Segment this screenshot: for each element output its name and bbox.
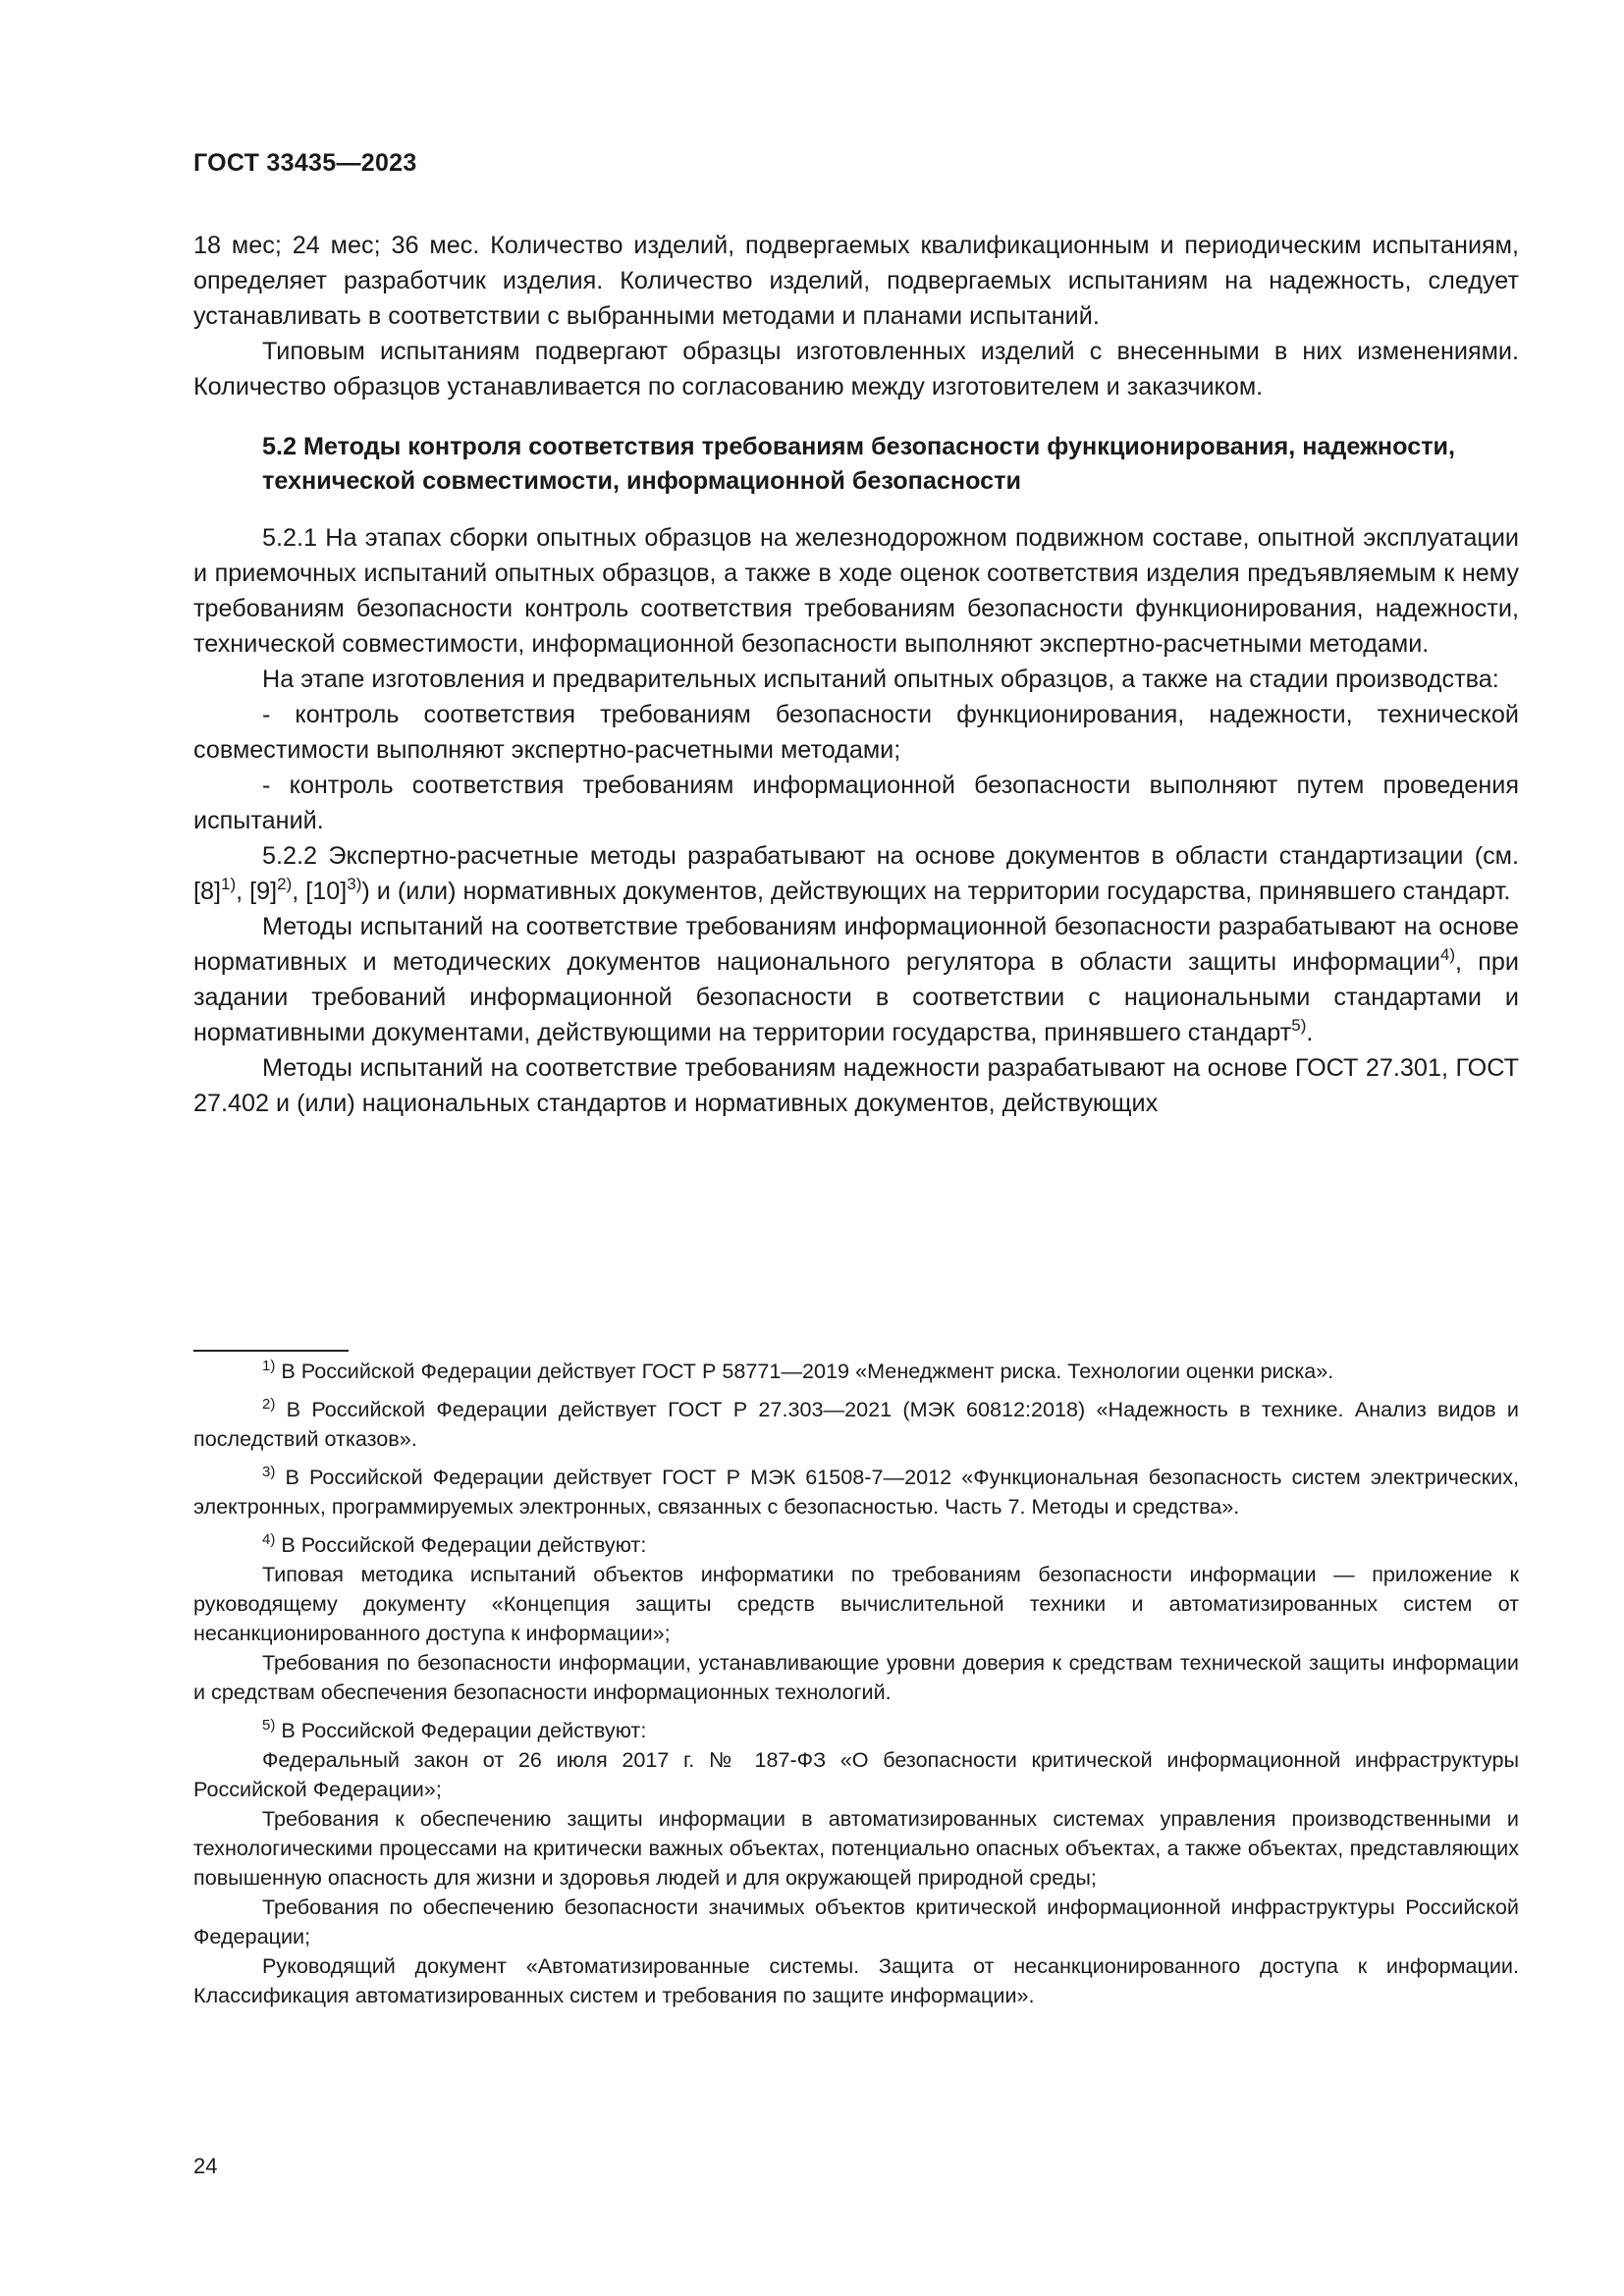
- paragraph: 5.2.1 На этапах сборки опытных образцов на железнодорожном подвижном составе, опытной эксплуатации и приемочных испытаний опытных образцов, а также в ходе оценок соответствия изделия предъявляемым к нему требованиям безопасности контроль соответствия требованиям безопасности функционирования, надежности, технической совместимости, информационной безопасности выполняют экспертно-расчетными методами.: [193, 524, 1519, 658]
- footnote-text: В Российской Федерации действуют:: [275, 1532, 647, 1557]
- footnote-separator: [193, 1350, 349, 1352]
- footnote-mark: 1): [262, 1358, 276, 1374]
- paragraph: 18 мес; 24 мес; 36 мес. Количество изделий, подвергаемых квалификационным и периодическим испытаниям, определяет разработчик изделия. Количество изделий, подвергаемых испытаниям на надежность, следует устанавливать в соответствии с выбранными методами и планами испытаний.: [193, 232, 1519, 330]
- paragraph: [193, 909, 1519, 1050]
- text-run: ) и (или) нормативных документов, действующих на территории государства, принявшего стандарт.: [361, 878, 1511, 905]
- text-run: , [9]: [236, 878, 278, 905]
- document-header: ГОСТ 33435—2023: [193, 149, 417, 177]
- footnote-ref: 3): [347, 875, 362, 893]
- list-item: - контроль соответствия требованиям безопасности функционирования, надежности, технической совместимости выполняют экспертно-расчетными методами;: [193, 701, 1519, 764]
- footnote-item: Руководящий документ «Автоматизированные системы. Защита от несанкционированного доступа к информации. Классификация автоматизированных систем и требования по защите информации».: [193, 1953, 1519, 2007]
- footnotes: [193, 1357, 1519, 2010]
- paragraph: На этапе изготовления и предварительных испытаний опытных образцов, а также на стадии производства:: [262, 666, 1499, 693]
- footnote: [193, 1395, 1519, 1454]
- footnote-text: В Российской Федерации действует ГОСТ Р 27.303—2021 (МЭК 60812:2018) «Надежность в технике. Анализ видов и последствий отказов».: [193, 1397, 1519, 1451]
- list-item: - контроль соответствия требованиям информационной безопасности выполняют путем проведения испытаний.: [193, 772, 1519, 834]
- footnote-text: В Российской Федерации действует ГОСТ Р МЭК 61508-7—2012 «Функциональная безопасность систем электрических, электронных, программируемых электронных, связанных с безопасностью. Часть 7. Методы и средства».: [193, 1465, 1519, 1519]
- footnote-item: Требования по безопасности информации, устанавливающие уровни доверия к средствам технической защиты информации и средствам обеспечения безопасности информационных технологий.: [193, 1650, 1519, 1704]
- paragraph: [193, 838, 1519, 909]
- footnote-item: Требования по обеспечению безопасности значимых объектов критической информационной инфраструктуры Российской Федерации;: [193, 1895, 1519, 1949]
- footnote: [193, 1530, 1519, 1560]
- text-run: Методы испытаний на соответствие требованиям информационной безопасности разрабатывают на основе нормативных и методических документов национального регулятора в области защиты информации: [193, 913, 1519, 976]
- footnote-mark: 5): [262, 1717, 276, 1734]
- footnote-mark: 2): [262, 1396, 276, 1413]
- footnote: [193, 1357, 1519, 1386]
- footnote-item: Федеральный закон от 26 июля 2017 г. № 187-ФЗ «О безопасности критической информационной инфраструктуры Российской Федерации»;: [193, 1747, 1519, 1801]
- footnote-mark: 3): [262, 1464, 276, 1480]
- paragraph: Типовым испытаниям подвергают образцы изготовленных изделий с внесенными в них изменениями. Количество образцов устанавливается по согласованию между изготовителем и заказчиком.: [193, 338, 1519, 400]
- footnote-item: Требования к обеспечению защиты информации в автоматизированных системах управления производственными и технологическими процессами на критически важных объектах, потенциально опасных объектах, а также объектах, представляющих повышенную опасность для жизни и здоровья людей и для окружающей природной среды;: [193, 1806, 1519, 1890]
- footnote-ref: 1): [221, 875, 237, 893]
- footnote-ref: 2): [277, 875, 293, 893]
- main-text: [193, 228, 1519, 1121]
- page-number: 24: [193, 2154, 218, 2178]
- footnote: [193, 1463, 1519, 1522]
- footnote-text: В Российской Федерации действует ГОСТ Р 58771—2019 «Менеджмент риска. Технологии оценки риска».: [275, 1359, 1334, 1383]
- footnote-item: Типовая методика испытаний объектов информатики по требованиям безопасности информации — приложение к руководящему документу «Концепция защиты средств вычислительной техники и автоматизированных систем от несанкционированного доступа к информации»;: [193, 1562, 1519, 1645]
- footnote-mark: 4): [262, 1531, 276, 1548]
- text-run: 5.2.2 Экспертно-расчетные методы разрабатывают на основе документов в области стандартизации (см. [8]: [193, 842, 1519, 905]
- text-run: , при задании требований информационной безопасности в соответствии с национальными стандартами и нормативными документами, действующими на территории государства, принявшего стандарт: [193, 948, 1519, 1046]
- paragraph: Методы испытаний на соответствие требованиям надежности разрабатывают на основе ГОСТ 27.301, ГОСТ 27.402 и (или) национальных стандартов и нормативных документов, действующих: [193, 1054, 1519, 1117]
- section-heading: 5.2 Методы контроля соответствия требованиям безопасности функционирования, надежности, технической совместимости, информационной безопасности: [262, 433, 1456, 495]
- footnote: [193, 1716, 1519, 1745]
- text-run: .: [1306, 1019, 1314, 1046]
- footnote-ref: 5): [1291, 1016, 1307, 1035]
- text-run: , [10]: [292, 878, 348, 905]
- footnote-ref: 4): [1439, 945, 1456, 964]
- footnote-text: В Российской Федерации действуют:: [275, 1718, 647, 1742]
